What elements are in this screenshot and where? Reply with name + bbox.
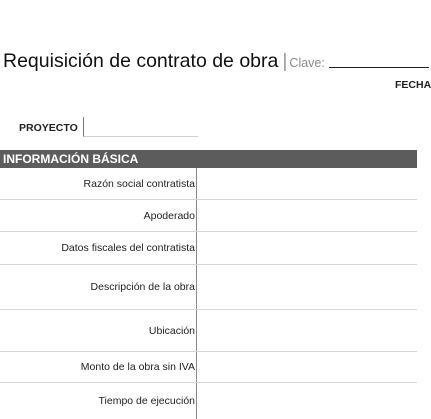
title-separator: | xyxy=(282,50,288,72)
razon-social-field[interactable] xyxy=(196,168,418,199)
title-text: Requisición de contrato de obra xyxy=(3,50,279,72)
datos-fiscales-label: Datos fiscales del contratista xyxy=(61,242,195,254)
tiempo-ejecucion-field[interactable] xyxy=(196,383,418,419)
monto-obra-label: Monto de la obra sin IVA xyxy=(80,361,195,373)
clave-label: Clave: xyxy=(289,56,325,70)
razon-social-label: Razón social contratista xyxy=(83,177,195,190)
field-row-razon-social xyxy=(0,168,417,200)
basic-info-form xyxy=(0,168,417,419)
ubicacion-field[interactable] xyxy=(196,310,418,351)
proyecto-field[interactable] xyxy=(83,117,198,137)
fecha-label: FECHA xyxy=(395,79,431,91)
field-row-ubicacion xyxy=(0,310,417,352)
tiempo-ejecucion-label: Tiempo de ejecución xyxy=(98,395,195,407)
apoderado-field[interactable] xyxy=(196,200,418,231)
document-title xyxy=(3,50,325,73)
proyecto-label: PROYECTO xyxy=(19,122,78,134)
descripcion-obra-label: Descripción de la obra xyxy=(90,281,195,293)
field-row-datos-fiscales xyxy=(0,232,417,265)
field-row-tiempo-ejecucion xyxy=(0,383,417,419)
apoderado-label: Apoderado xyxy=(143,209,195,222)
monto-obra-field[interactable] xyxy=(196,352,418,382)
field-row-apoderado xyxy=(0,200,417,232)
datos-fiscales-field[interactable] xyxy=(196,232,418,264)
ubicacion-label: Ubicación xyxy=(148,324,195,337)
field-row-monto-obra xyxy=(0,352,417,383)
field-row-descripcion-obra xyxy=(0,265,417,310)
descripcion-obra-field[interactable] xyxy=(196,265,418,309)
clave-field[interactable] xyxy=(329,67,429,68)
section-title: INFORMACIÓN BÁSICA xyxy=(3,152,139,166)
section-header-informacion-basica xyxy=(0,150,417,168)
